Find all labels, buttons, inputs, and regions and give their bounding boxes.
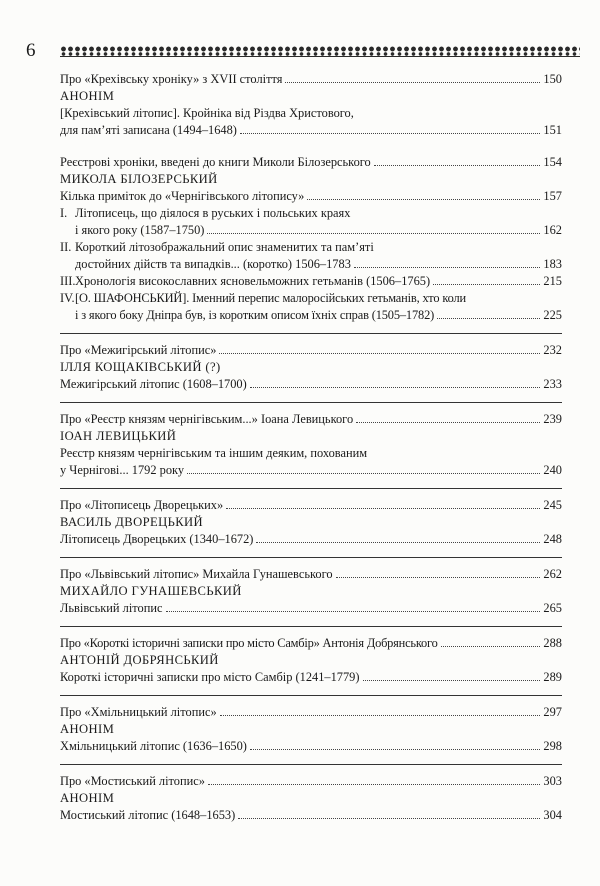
roman-numeral: III.: [60, 274, 76, 288]
leader-dots: [354, 267, 541, 268]
toc-subitem: [60, 239, 562, 273]
entry-title: Про «Хмільницький літопис»: [60, 705, 217, 719]
author-name: АНОНІМ: [60, 722, 115, 736]
entry-page: 215: [543, 274, 562, 288]
entry-title: Про «Межигірський літопис»: [60, 343, 217, 357]
toc-section: [60, 773, 562, 824]
leader-dots: [220, 715, 541, 716]
roman-numeral: I.: [60, 206, 68, 220]
toc-subitem: [60, 290, 562, 324]
toc-entry[interactable]: [75, 222, 562, 239]
leader-dots: [226, 508, 540, 509]
entry-title: Реєстрові хроніки, введені до книги Миколи Білозерського: [60, 155, 371, 169]
entry-page: 248: [543, 532, 562, 546]
entry-page: 245: [543, 498, 562, 512]
toc-entry[interactable]: [60, 188, 562, 205]
entry-title: достойних дійств та випадків... (коротко) 1506–1783: [75, 257, 351, 271]
leader-dots: [256, 542, 540, 543]
entry-title: і з якого боку Дніпра був, із коротким описом їхніх справ (1505–1782): [75, 308, 435, 322]
entry-page: 183: [543, 257, 562, 271]
author-name: МИХАЙЛО ГУНАШЕВСЬКИЙ: [60, 584, 242, 598]
leader-dots: [207, 233, 540, 234]
toc-section: [60, 342, 562, 393]
toc-section: [60, 566, 562, 617]
entry-title: Літописець Дворецьких (1340–1672): [60, 532, 254, 546]
entry-title: Мостиський літопис (1648–1653): [60, 808, 236, 822]
entry-page: 304: [543, 808, 562, 822]
toc-entry[interactable]: [60, 704, 562, 721]
author-name: ІЛЛЯ КОЩАКІВСЬКИЙ (?): [60, 360, 221, 374]
entry-title: Хмільницький літопис (1636–1650): [60, 739, 247, 753]
toc-entry[interactable]: [60, 531, 562, 548]
section-divider: [60, 488, 562, 489]
ornament-border: [60, 46, 580, 57]
entry-title: у Чернігові... 1792 року: [60, 463, 185, 477]
section-divider: [60, 764, 562, 765]
leader-dots: [250, 749, 540, 750]
leader-dots: [356, 422, 540, 423]
author-name: АНОНІМ: [60, 89, 115, 103]
entry-page: 225: [543, 308, 562, 322]
section-divider: [60, 695, 562, 696]
leader-dots: [250, 387, 541, 388]
entry-title: Про «Мостиський літопис»: [60, 774, 205, 788]
author-name: МИКОЛА БІЛОЗЕРСЬКИЙ: [60, 172, 218, 186]
author-name: ІОАН ЛЕВИЦЬКИЙ: [60, 429, 177, 443]
entry-title: Хронологія високославних ясновельможних гетьманів (1506–1765): [75, 274, 431, 288]
author-name: АНОНІМ: [60, 791, 115, 805]
entry-page: 288: [543, 636, 562, 650]
toc-section: [60, 154, 562, 324]
leader-dots: [208, 784, 540, 785]
entry-page: 303: [543, 774, 562, 788]
toc-entry[interactable]: [60, 635, 562, 652]
entry-page: 240: [543, 463, 562, 477]
leader-dots: [374, 165, 541, 166]
toc-entry[interactable]: [60, 376, 562, 393]
section-divider: [60, 333, 562, 334]
toc-entry[interactable]: [60, 154, 562, 171]
author-name: ВАСИЛЬ ДВОРЕЦЬКИЙ: [60, 515, 203, 529]
toc-entry[interactable]: [60, 122, 562, 139]
section-divider: [60, 626, 562, 627]
leader-dots: [187, 473, 540, 474]
entry-title: Про «Львівський літопис» Михайла Гунашевського: [60, 567, 333, 581]
entry-page: 233: [543, 377, 562, 391]
toc-entry[interactable]: [60, 411, 562, 428]
leader-dots: [307, 199, 540, 200]
subitem-title-line: [О. ШАФОНСЬКИЙ]. Іменний перепис малоросійських гетьманів, хто коли: [75, 291, 466, 305]
entry-page: 162: [543, 223, 562, 237]
table-of-contents: [60, 71, 562, 824]
leader-dots: [238, 818, 540, 819]
entry-title: для пам’яті записана (1494–1648): [60, 123, 237, 137]
entry-title: Про «Крехівську хроніку» з XVII століття: [60, 72, 283, 86]
entry-title: Короткі історичні записки про місто Самбір (1241–1779): [60, 670, 360, 684]
entry-page: 297: [543, 705, 562, 719]
roman-numeral: II.: [60, 240, 72, 254]
entry-title: Кілька приміток до «Чернігівського літопису»: [60, 189, 305, 203]
toc-section: [60, 635, 562, 686]
toc-entry[interactable]: [60, 71, 562, 88]
entry-page: 154: [543, 155, 562, 169]
toc-entry[interactable]: [75, 307, 562, 324]
leader-dots: [285, 82, 540, 83]
entry-title: і якого року (1587–1750): [75, 223, 205, 237]
entry-page: 262: [543, 567, 562, 581]
toc-entry[interactable]: [75, 256, 562, 273]
author-name: АНТОНІЙ ДОБРЯНСЬКИЙ: [60, 653, 219, 667]
entry-page: 239: [543, 412, 562, 426]
entry-title: Про «Реєстр князям чернігівським...» Іоана Левицького: [60, 412, 354, 426]
entry-page: 151: [543, 123, 562, 137]
page-header: [20, 40, 580, 64]
toc-subitem: [60, 205, 562, 239]
leader-dots: [437, 318, 540, 319]
toc-entry[interactable]: [60, 669, 562, 686]
toc-entry[interactable]: [60, 566, 562, 583]
entry-title: Львівський літопис: [60, 601, 163, 615]
entry-title: Межигірський літопис (1608–1700): [60, 377, 247, 391]
entry-title: Про «Короткі історичні записки про місто Самбір» Антонія Добрянського: [60, 636, 438, 650]
leader-dots: [363, 680, 541, 681]
leader-dots: [219, 353, 540, 354]
roman-numeral: IV.: [60, 291, 75, 305]
toc-section: [60, 497, 562, 548]
leader-dots: [433, 284, 540, 285]
entry-title: Про «Літописець Дворецьких»: [60, 498, 224, 512]
leader-dots: [336, 577, 541, 578]
toc-subitem: [60, 273, 562, 290]
toc-entry[interactable]: [60, 600, 562, 617]
subitem-title-line: Літописець, що діялося в руських і польських краях: [75, 206, 351, 220]
leader-dots: [240, 133, 540, 134]
toc-section: [60, 704, 562, 755]
toc-entry[interactable]: [60, 497, 562, 514]
entry-page: 232: [543, 343, 562, 357]
section-divider: [60, 557, 562, 558]
entry-page: 157: [543, 189, 562, 203]
work-title-line: Реєстр князям чернігівським та іншим деяким, похованим: [60, 446, 368, 460]
entry-page: 289: [543, 670, 562, 684]
toc-entry[interactable]: [60, 738, 562, 755]
subitem-title-line: Короткий літозображальний опис знаменитих та пам’яті: [75, 240, 374, 254]
toc-entry[interactable]: [75, 273, 562, 290]
entry-page: 265: [543, 601, 562, 615]
leader-dots: [166, 611, 541, 612]
section-divider: [60, 402, 562, 403]
work-title-line: [Крехівський літопис]. Кройніка від Різдва Христового,: [60, 106, 354, 120]
entry-page: 298: [543, 739, 562, 753]
toc-entry[interactable]: [60, 773, 562, 790]
toc-section: [60, 411, 562, 479]
toc-section: [60, 71, 562, 139]
entry-page: 150: [543, 72, 562, 86]
page-number: 6: [26, 40, 36, 61]
toc-entry[interactable]: [60, 462, 562, 479]
leader-dots: [441, 646, 541, 647]
toc-entry[interactable]: [60, 342, 562, 359]
toc-entry[interactable]: [60, 807, 562, 824]
